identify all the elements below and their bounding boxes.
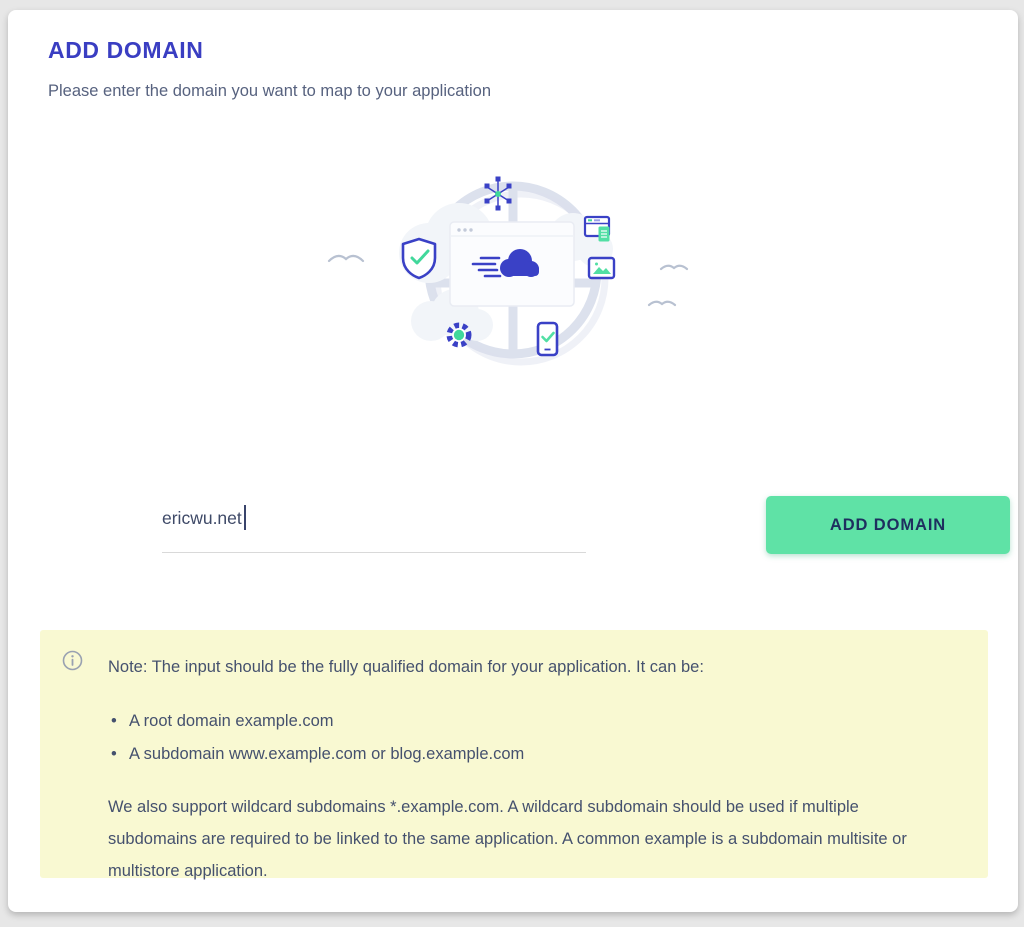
globe-cloud-illustration-svg xyxy=(323,165,703,375)
add-domain-form xyxy=(162,496,1012,558)
note-list xyxy=(108,705,944,771)
domain-input[interactable] xyxy=(162,508,586,529)
note-box xyxy=(40,630,988,878)
add-domain-button[interactable]: ADD DOMAIN xyxy=(766,496,1010,554)
note-bullet-subdomain: • A subdomain www.example.com or blog.example.com xyxy=(108,738,944,771)
note-body xyxy=(108,640,944,887)
add-domain-card xyxy=(8,10,1018,912)
shield-check-icon xyxy=(403,239,435,278)
browser-cloud-icon xyxy=(450,222,574,306)
text-caret xyxy=(244,505,246,530)
domain-input-wrap xyxy=(162,496,586,553)
note-intro: Note: The input should be the fully qualified domain for your application. It can be: xyxy=(108,658,704,676)
mobile-phone-icon xyxy=(538,323,557,355)
info-icon xyxy=(62,650,83,676)
image-icon xyxy=(589,258,614,278)
page-title: ADD DOMAIN xyxy=(48,37,204,63)
note-footer: We also support wildcard subdomains *.example.com. A wildcard subdomain should be used if multiple subdomains are required to be linked to the same application. A common example is a subdomain multisite or multistore application. xyxy=(108,798,907,880)
note-bullet-root-domain: • A root domain example.com xyxy=(108,705,944,738)
domain-mapping-illustration xyxy=(8,165,1018,375)
page-subtitle: Please enter the domain you want to map to your application xyxy=(48,82,492,100)
